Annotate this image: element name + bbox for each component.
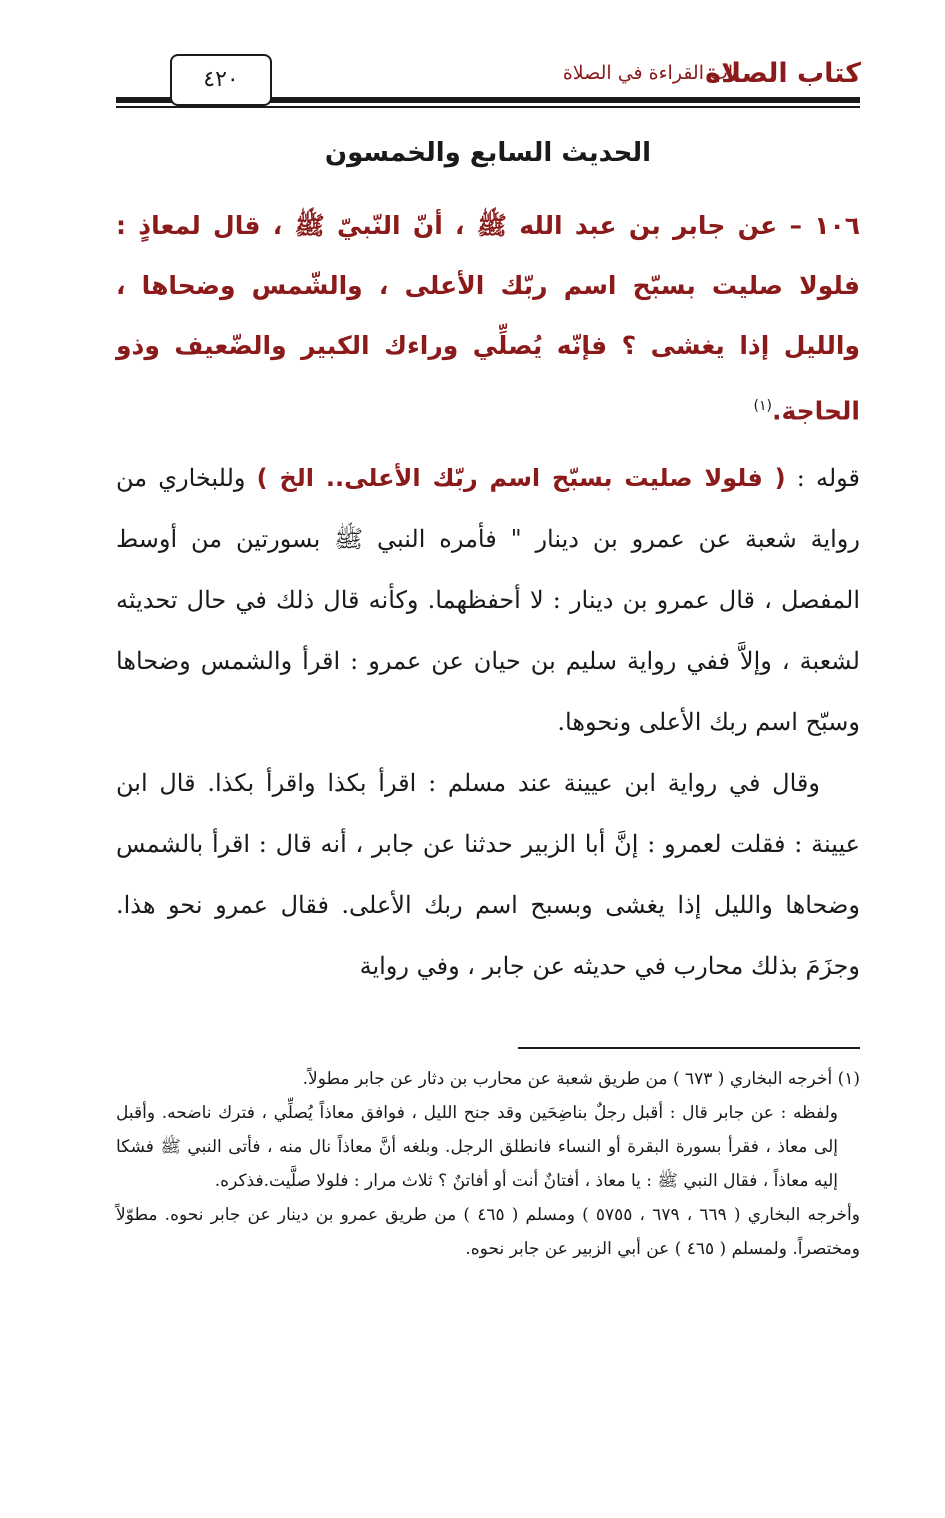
commentary-prefix: قوله : (785, 464, 861, 492)
page-number: ٤٢٠ (170, 54, 272, 106)
commentary (116, 448, 860, 997)
hadith-body: ١٠٦ – عن جابر بن عبد الله ﷺ ، أنّ النّبيّ ﷺ ، قال لمعاذٍ : فلولا صليت بسبّح اسم ربّك الأعلى ، والشّمس وضحاها ، والليل إذا يغشى ؟ فإنّه يُصلِّي وراءك الكبير والضّعيف وذو الحاجة. (116, 211, 860, 426)
hadith-text (116, 196, 860, 441)
commentary-paragraph-1 (116, 448, 860, 753)
commentary-quote: ( فلولا صليت بسبّح اسم ربّك الأعلى.. الخ ) (256, 464, 786, 492)
header-rule-thin (116, 106, 860, 108)
footnote-2: وأخرجه البخاري ( ٦٦٩ ، ٦٧٩ ، ٥٧٥٥ ) ومسلم ( ٤٦٥ ) من طريق عمرو بن دينار عن جابر نحوه. مطوّلاً ومختصراً. ولمسلم ( ٤٦٥ ) عن أبي الزبير عن جابر نحوه. (116, 1205, 860, 1259)
footnotes (116, 1062, 860, 1266)
commentary-paragraph-2: وقال في رواية ابن عيينة عند مسلم : اقرأ بكذا واقرأ بكذا. قال ابن عيينة : فقلت لعمرو : إنَّ أبا الزبير حدثنا عن جابر ، أنه قال : اقرأ بالشمس وضحاها والليل إذا يغشى وبسبح اسم ربك الأعلى. فقال عمرو نحو هذا. وجزَمَ بذلك محارب في حديثه عن جابر ، وفي رواية (116, 769, 860, 980)
footnote-1: (١) أخرجه البخاري ( ٦٧٣ ) من طريق شعبة عن محارب بن دثار عن جابر مطولاً. (302, 1069, 860, 1089)
footnote-reference[interactable]: (١) (753, 398, 772, 414)
commentary-text: وللبخاري من رواية شعبة عن عمرو بن دينار " فأمره النبي ﷺ بسورتين من أوسط المفصل ، قال عمرو بن دينار : لا أحفظهما. وكأنه قال ذلك في حال تحديثه لشعبة ، وإلاَّ ففي رواية سليم بن حيان عن عمرو : اقرأ والشمس وضحاها وسبّح اسم ربك الأعلى ونحوها. (116, 464, 860, 736)
hadith-heading: الحديث السابع والخمسون (324, 138, 652, 168)
footnote-1-continuation: ولفظه : عن جابر قال : أقبل رجلٌ بناضِحَين وقد جنح الليل ، فوافق معاذاً يُصلِّي ، فترك ناضحه. وأقبل إلى معاذ ، فقرأ بسورة البقرة أو النساء فانطلق الرجل. وبلغه أنَّ معاذاً نال منه ، فأتى النبي ﷺ فشكا إليه معاذاً ، فقال النبي ﷺ : يا معاذ ، أفتانٌ أنت أو أفاتنٌ ؟ ثلاث مرار : فلولا صلَّيت.فذكره. (116, 1103, 838, 1191)
book-title: كتاب الصلاة (705, 58, 861, 89)
chapter-title: باب القراءة في الصلاة (562, 62, 739, 84)
footnote-separator (518, 1047, 860, 1049)
